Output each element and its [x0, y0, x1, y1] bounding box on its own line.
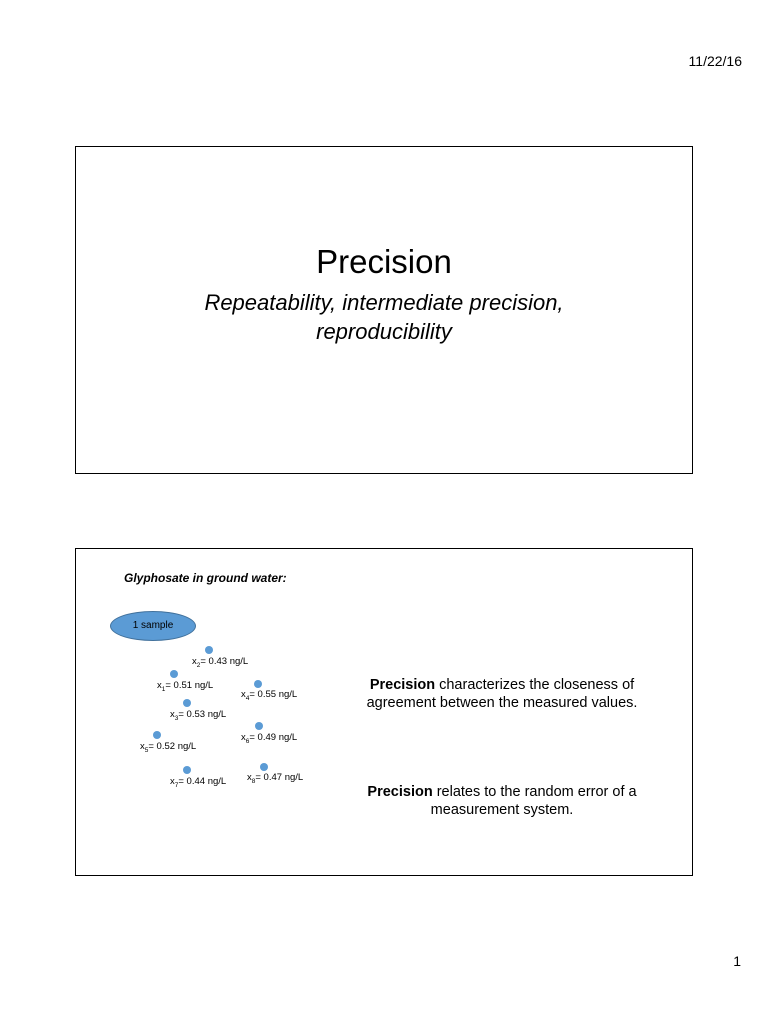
measurement-label: $x_6= 0.49$ ng/L	[241, 732, 298, 745]
measurement-dot	[255, 722, 263, 730]
slide-title-heading: Precision	[316, 243, 452, 280]
measurement-dot	[254, 680, 262, 688]
measurement-label: $x_8= 0.47$ ng/L	[247, 772, 304, 785]
slide-subtitle	[136, 288, 632, 346]
page-number: 1	[733, 953, 741, 969]
precision-definition: Precision characterizes the closeness of agreement between the measured values.	[366, 677, 638, 711]
measurement-dot	[260, 763, 268, 771]
measurement-label: $x_5= 0.52$ ng/L	[140, 741, 197, 754]
measurement-label: $x_4= 0.55$ ng/L	[241, 689, 298, 702]
measurement-dot	[183, 699, 191, 707]
subtitle-line-2: reproducibility	[316, 319, 452, 344]
measurement-dot	[183, 766, 191, 774]
header-date: 11/22/16	[688, 53, 742, 69]
measurement-dot	[205, 646, 213, 654]
measurement-label: $x_3= 0.53$ ng/L	[170, 709, 227, 722]
precision-term: Precision	[367, 784, 433, 800]
measurement-label: $x_1= 0.51$ ng/L	[157, 680, 214, 693]
sample-oval: 1 sample	[110, 611, 196, 641]
measurement-label: $x_2= 0.43$ ng/L	[192, 656, 249, 669]
measurement-dot	[153, 731, 161, 739]
slide-heading: Glyphosate in ground water:	[124, 571, 287, 585]
precision-random-error: Precision relates to the random error of a measurement system.	[367, 784, 637, 818]
measurement-label: $x_7= 0.44$ ng/L	[170, 776, 227, 789]
measurement-dot	[170, 670, 178, 678]
subtitle-line-1: Repeatability, intermediate precision,	[204, 290, 564, 315]
slide-title	[75, 146, 693, 474]
precision-term: Precision	[369, 677, 436, 693]
slide-precision	[75, 548, 693, 876]
